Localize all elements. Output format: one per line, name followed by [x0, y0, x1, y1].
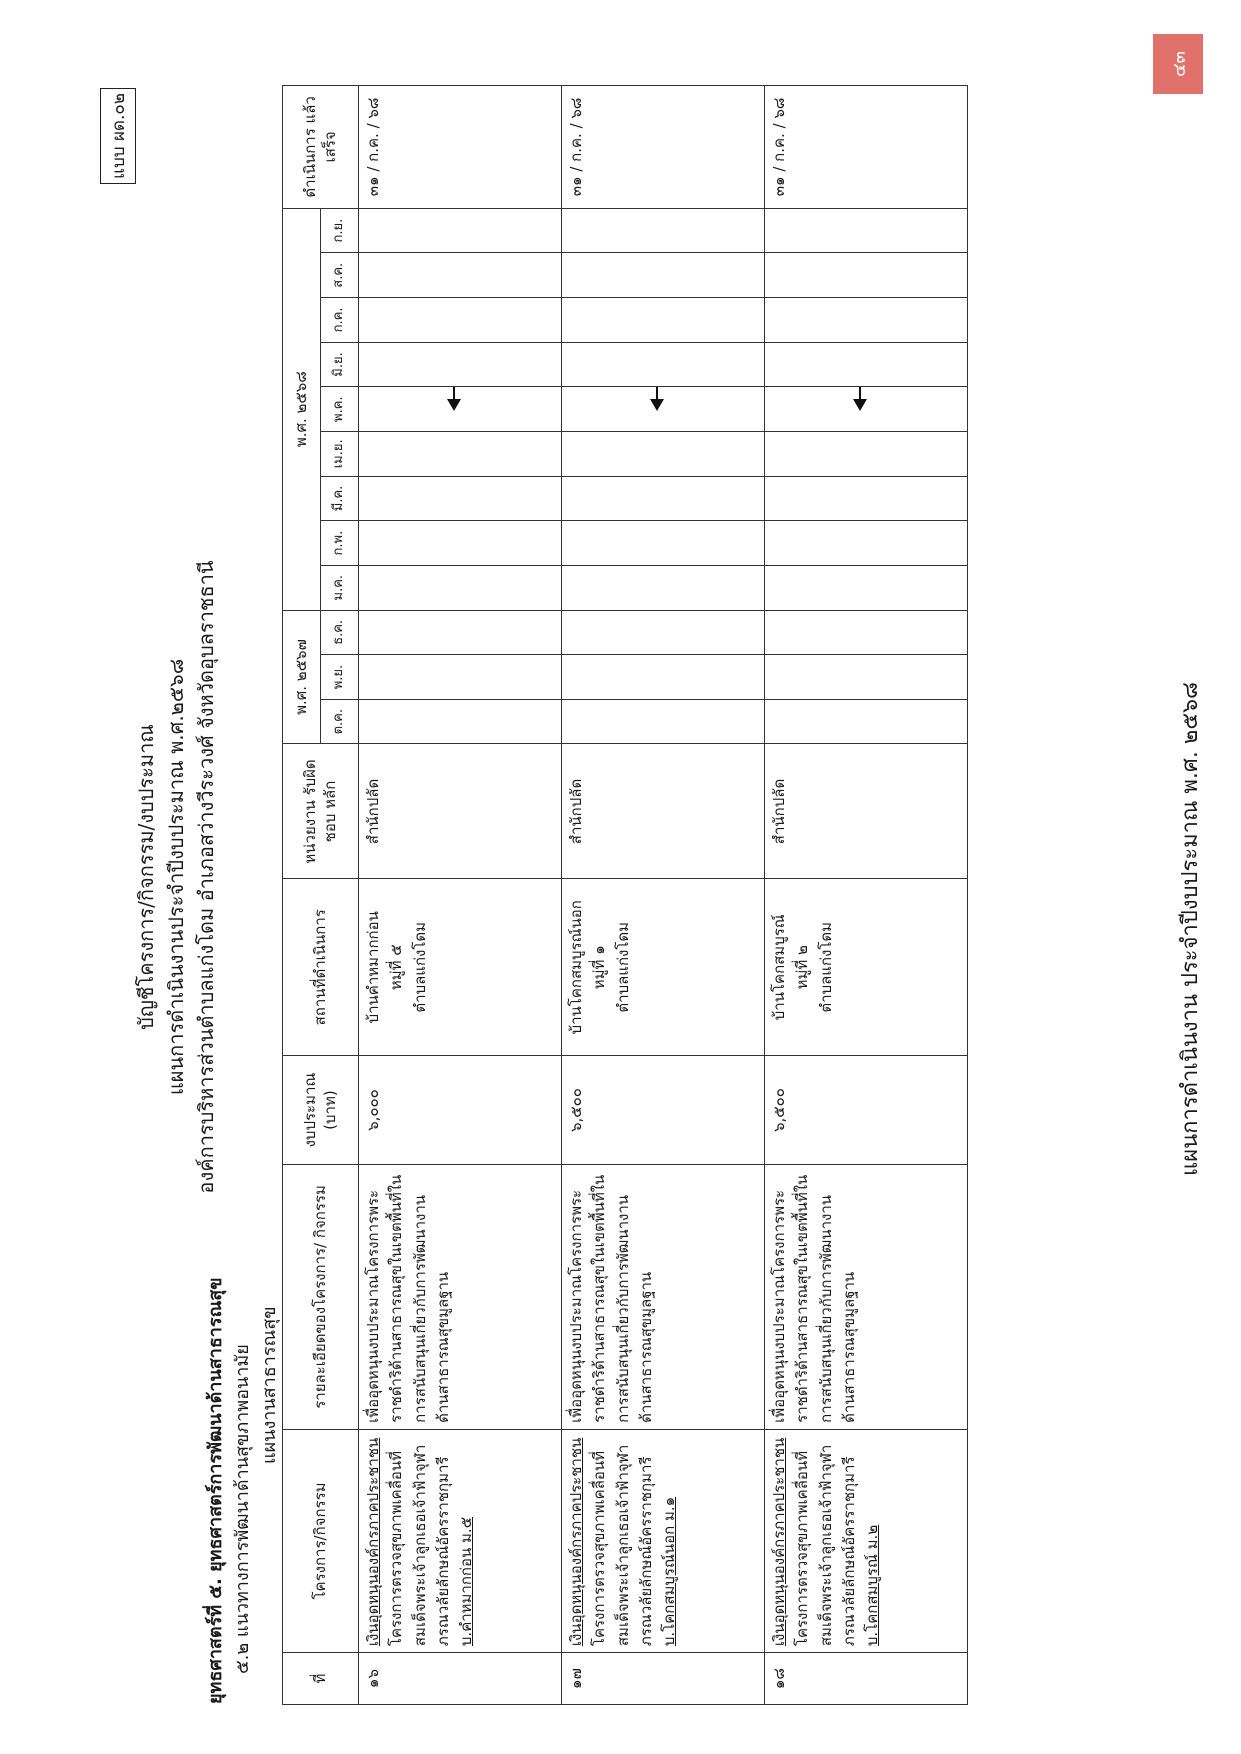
- project-budget: ๖,๕๐๐: [765, 1056, 968, 1165]
- location-line: ตำบลแก่งโดม: [410, 921, 429, 1013]
- header-month: พ.ค.: [321, 387, 359, 432]
- row-number: ๑๘: [765, 1653, 968, 1705]
- row-number: ๑๗: [562, 1653, 765, 1705]
- header-project: โครงการ/กิจกรรม: [283, 1429, 359, 1652]
- timeline-arrow: [656, 387, 658, 409]
- table-row: [562, 86, 765, 1705]
- project-title: เงินอุดหนุนองค์กรภาคประชาชน: [770, 1437, 788, 1647]
- completion-date: ๓๑ / ก.ค. / ๖๘: [562, 86, 765, 209]
- page-number-badge: ๔๓: [1153, 34, 1203, 94]
- project-budget: ๖,๐๐๐: [359, 1056, 562, 1165]
- header-month: ธ.ค.: [321, 610, 359, 655]
- header-year-2567: พ.ศ. ๒๕๖๗: [283, 610, 321, 744]
- responsible-agency: สำนักปลัด: [765, 744, 968, 879]
- page-footer: แผนการดำเนินงาน ประจำปีงบประมาณ พ.ศ. ๒๕๖๘: [1178, 682, 1203, 1176]
- completion-date: ๓๑ / ก.ค. / ๖๘: [765, 86, 968, 209]
- table-row: [359, 86, 562, 1705]
- header-month: ต.ค.: [321, 699, 359, 744]
- responsible-agency: สำนักปลัด: [562, 744, 765, 879]
- project-title: เงินอุดหนุนองค์กรภาคประชาชน: [364, 1437, 382, 1647]
- timeline-arrow: [453, 387, 455, 409]
- project-body: โครงการตรวจสุขภาพเคลื่อนที่สมเด็จพระเจ้าลูกเธอเจ้าฟ้าจุฬาภรณวลัยลักษณ์อัครราชกุมารี: [387, 1444, 452, 1647]
- form-code-box: แบบ ผด.๐๒: [100, 88, 136, 184]
- project-table: [282, 85, 968, 1705]
- responsible-agency: สำนักปลัด: [359, 744, 562, 879]
- timeline-arrow: [859, 387, 861, 409]
- project-location: [562, 879, 765, 1056]
- organization-line: องค์การบริหารส่วนตำบลแก่งโดม อำเภอสว่างวีระวงศ์ จังหวัดอุบลราชธานี: [194, 560, 218, 1194]
- project-details: เพื่ออุดหนุนงบประมาณโครงการพระราชดำริด้านสาธารณสุขในเขตพื้นที่ในการสนับสนุนเกี่ยวกับการพัฒนางานด้านสาธารณสุขมูลฐาน: [562, 1165, 765, 1430]
- header-agency: หน่วยงาน รับผิดชอบ หลัก: [283, 744, 359, 879]
- location-line: บ้านโคกสมบูรณ์นอก: [567, 900, 585, 1035]
- location-line: หมู่ที่ ๕: [387, 944, 406, 991]
- project-cell: [765, 1429, 968, 1652]
- header-month: พ.ย.: [321, 655, 359, 700]
- project-cell: [562, 1429, 765, 1652]
- header-month: ส.ค.: [321, 253, 359, 298]
- project-cell: [359, 1429, 562, 1652]
- header-year-2568: พ.ศ. ๒๕๖๘: [283, 208, 321, 610]
- header-month: ม.ค.: [321, 565, 359, 610]
- header-month: ก.ย.: [321, 208, 359, 253]
- timeline-cell: [765, 387, 968, 432]
- location-line: ตำบลแก่งโดม: [613, 921, 632, 1013]
- location-line: ตำบลแก่งโดม: [816, 921, 835, 1013]
- project-place: บ.คำหมากก่อน ม.๕: [457, 1516, 475, 1647]
- project-budget: ๖,๕๐๐: [562, 1056, 765, 1165]
- header-details: รายละเอียดของโครงการ/ กิจกรรม: [283, 1165, 359, 1430]
- project-place: บ.โคกสมบูรณ์นอก ม.๑: [660, 1496, 678, 1647]
- project-details: เพื่ออุดหนุนงบประมาณโครงการพระราชดำริด้านสาธารณสุขในเขตพื้นที่ในการสนับสนุนเกี่ยวกับการพัฒนางานด้านสาธารณสุขมูลฐาน: [359, 1165, 562, 1430]
- strategy-heading: ยุทธศาสตร์ที่ ๕. ยุทธศาสตร์การพัฒนาด้านสาธารณสุข: [205, 1277, 226, 1704]
- row-number: ๑๖: [359, 1653, 562, 1705]
- location-line: หมู่ที่ ๒: [793, 945, 812, 990]
- project-place: บ.โคกสมบูรณ์ ม.๒: [863, 1524, 881, 1647]
- header-month: มี.ค.: [321, 476, 359, 521]
- location-line: บ้านคำหมากก่อน: [364, 911, 382, 1024]
- header-completed: ดำเนินการ แล้วเสร็จ: [283, 86, 359, 209]
- header-month: ก.พ.: [321, 521, 359, 566]
- timeline-cell: [562, 387, 765, 432]
- table-row: [765, 86, 968, 1705]
- header-location: สถานที่ดำเนินการ: [283, 879, 359, 1056]
- header-month: เม.ย.: [321, 431, 359, 476]
- header-budget: งบประมาณ (บาท): [283, 1056, 359, 1165]
- location-line: หมู่ที่ ๑: [590, 945, 609, 990]
- project-location: [359, 879, 562, 1056]
- project-title: เงินอุดหนุนองค์กรภาคประชาชน: [567, 1437, 585, 1647]
- header-month: มิ.ย.: [321, 342, 359, 387]
- project-location: [765, 879, 968, 1056]
- timeline-cell: [359, 387, 562, 432]
- project-details: เพื่ออุดหนุนงบประมาณโครงการพระราชดำริด้านสาธารณสุขในเขตพื้นที่ในการสนับสนุนเกี่ยวกับการพัฒนางานด้านสาธารณสุขมูลฐาน: [765, 1165, 968, 1430]
- approach-heading: ๕.๒ แนวทางการพัฒนาด้านสุขภาพอนามัย: [232, 1344, 253, 1674]
- project-body: โครงการตรวจสุขภาพเคลื่อนที่สมเด็จพระเจ้าลูกเธอเจ้าฟ้าจุฬาภรณวลัยลักษณ์อัครราชกุมารี: [590, 1444, 655, 1647]
- location-line: บ้านโคกสมบูรณ์: [770, 914, 788, 1021]
- project-body: โครงการตรวจสุขภาพเคลื่อนที่สมเด็จพระเจ้าลูกเธอเจ้าฟ้าจุฬาภรณวลัยลักษณ์อัครราชกุมารี: [793, 1444, 858, 1647]
- plan-heading: แผนงานสาธารณสุข: [259, 1306, 280, 1464]
- header-month: ก.ค.: [321, 298, 359, 343]
- document-subtitle: แผนการดำเนินงานประจำปีงบประมาณ พ.ศ.๒๕๖๘: [164, 658, 188, 1096]
- completion-date: ๓๑ / ก.ค. / ๖๘: [359, 86, 562, 209]
- document-title: บัญชีโครงการ/กิจกรรม/งบประมาณ: [134, 724, 158, 1030]
- header-no: ที่: [283, 1653, 359, 1705]
